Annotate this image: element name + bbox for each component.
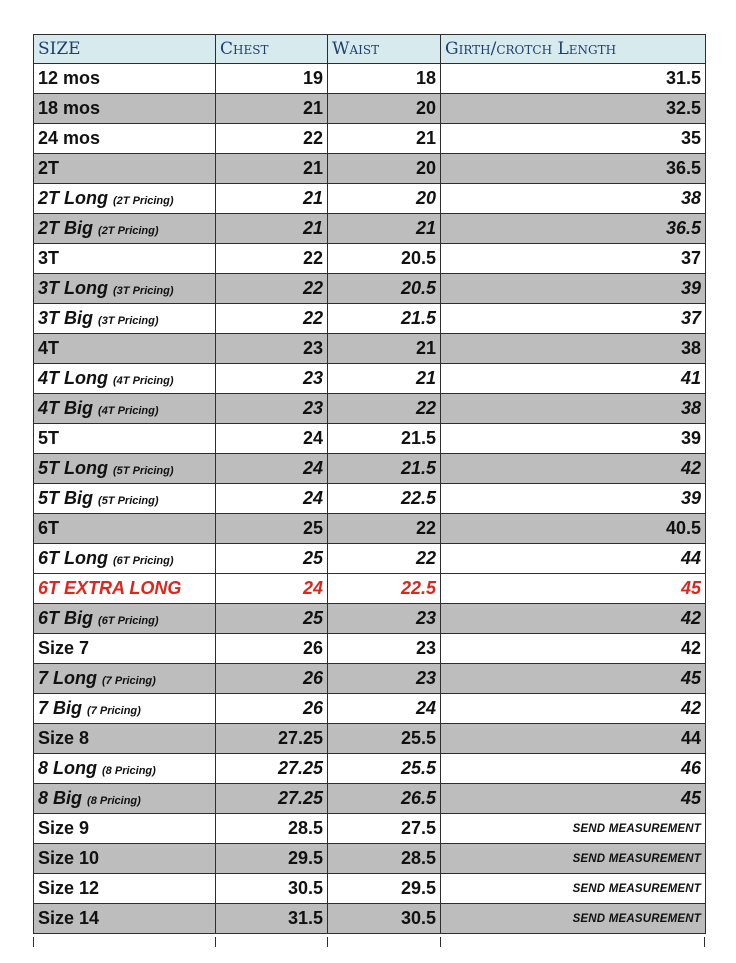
table-row bbox=[34, 394, 706, 424]
size-label: 6T EXTRA LONG bbox=[38, 578, 182, 598]
girth-cell: 37 bbox=[441, 244, 706, 274]
waist-cell: 22 bbox=[328, 394, 441, 424]
size-label: 6T bbox=[38, 518, 60, 538]
pricing-note: (3T Pricing) bbox=[113, 285, 174, 297]
chest-cell: 24 bbox=[216, 574, 328, 604]
waist-cell: 23 bbox=[328, 604, 441, 634]
size-label: 3T bbox=[38, 248, 60, 268]
size-cell bbox=[34, 274, 216, 304]
table-row bbox=[34, 634, 706, 664]
size-label: 3T Big bbox=[38, 308, 94, 328]
table-row bbox=[34, 184, 706, 214]
table-row bbox=[34, 94, 706, 124]
size-label: 2T bbox=[38, 158, 60, 178]
size-label: 4T Big bbox=[38, 398, 94, 418]
chest-cell: 24 bbox=[216, 424, 328, 454]
waist-cell: 21 bbox=[328, 124, 441, 154]
girth-cell: 36.5 bbox=[441, 154, 706, 184]
girth-cell: 42 bbox=[441, 694, 706, 724]
size-cell bbox=[34, 784, 216, 814]
chest-cell: 21 bbox=[216, 214, 328, 244]
girth-cell: 39 bbox=[441, 274, 706, 304]
table-row bbox=[34, 334, 706, 364]
chest-cell: 25 bbox=[216, 514, 328, 544]
pricing-note: (2T Pricing) bbox=[113, 195, 174, 207]
chest-cell: 25 bbox=[216, 604, 328, 634]
girth-cell: SEND MEASUREMENT bbox=[441, 844, 706, 874]
chest-cell: 24 bbox=[216, 484, 328, 514]
table-row bbox=[34, 874, 706, 904]
pricing-note: (6T Pricing) bbox=[98, 615, 159, 627]
table-row bbox=[34, 694, 706, 724]
size-chart bbox=[33, 34, 705, 934]
chest-cell: 23 bbox=[216, 364, 328, 394]
table-row bbox=[34, 664, 706, 694]
size-rows bbox=[34, 64, 706, 934]
size-cell bbox=[34, 424, 216, 454]
girth-cell: 45 bbox=[441, 664, 706, 694]
pricing-note: (2T Pricing) bbox=[98, 225, 159, 237]
table-row bbox=[34, 814, 706, 844]
size-label: 8 Big bbox=[38, 788, 83, 808]
table-row bbox=[34, 844, 706, 874]
table-row bbox=[34, 274, 706, 304]
size-cell bbox=[34, 184, 216, 214]
waist-cell: 28.5 bbox=[328, 844, 441, 874]
waist-cell: 21.5 bbox=[328, 304, 441, 334]
size-cell bbox=[34, 364, 216, 394]
chest-cell: 26 bbox=[216, 694, 328, 724]
table-row bbox=[34, 124, 706, 154]
size-label: 2T Long bbox=[38, 188, 108, 208]
size-label: Size 9 bbox=[38, 818, 90, 838]
size-label: 5T Big bbox=[38, 488, 94, 508]
waist-cell: 24 bbox=[328, 694, 441, 724]
waist-cell: 30.5 bbox=[328, 904, 441, 934]
grid-tail-line bbox=[704, 937, 705, 947]
table-row bbox=[34, 304, 706, 334]
girth-cell: 39 bbox=[441, 424, 706, 454]
table-row bbox=[34, 214, 706, 244]
size-label: 24 mos bbox=[38, 128, 101, 148]
waist-cell: 20.5 bbox=[328, 244, 441, 274]
girth-cell: 40.5 bbox=[441, 514, 706, 544]
girth-cell: SEND MEASUREMENT bbox=[441, 874, 706, 904]
size-cell bbox=[34, 664, 216, 694]
size-label: 12 mos bbox=[38, 68, 101, 88]
waist-cell: 21 bbox=[328, 334, 441, 364]
girth-cell: 44 bbox=[441, 724, 706, 754]
girth-cell: 41 bbox=[441, 364, 706, 394]
size-cell bbox=[34, 334, 216, 364]
size-cell bbox=[34, 94, 216, 124]
waist-cell: 25.5 bbox=[328, 724, 441, 754]
girth-cell: 35 bbox=[441, 124, 706, 154]
girth-cell: 38 bbox=[441, 184, 706, 214]
pricing-note: (4T Pricing) bbox=[98, 405, 159, 417]
waist-cell: 21 bbox=[328, 214, 441, 244]
chest-cell: 26 bbox=[216, 664, 328, 694]
waist-cell: 20 bbox=[328, 184, 441, 214]
chest-cell: 23 bbox=[216, 394, 328, 424]
table-row bbox=[34, 484, 706, 514]
header-chest: Chest bbox=[216, 35, 328, 64]
waist-cell: 25.5 bbox=[328, 754, 441, 784]
size-label: 4T Long bbox=[38, 368, 108, 388]
pricing-note: (5T Pricing) bbox=[113, 465, 174, 477]
table-row bbox=[34, 454, 706, 484]
size-label: 6T Long bbox=[38, 548, 108, 568]
header-size: SIZE bbox=[34, 35, 216, 64]
chest-cell: 27.25 bbox=[216, 754, 328, 784]
chest-cell: 24 bbox=[216, 454, 328, 484]
size-cell bbox=[34, 604, 216, 634]
pricing-note: (7 Pricing) bbox=[102, 675, 156, 687]
table-row bbox=[34, 574, 706, 604]
size-cell bbox=[34, 244, 216, 274]
size-cell bbox=[34, 214, 216, 244]
size-label: Size 7 bbox=[38, 638, 90, 658]
waist-cell: 22 bbox=[328, 544, 441, 574]
waist-cell: 23 bbox=[328, 664, 441, 694]
chest-cell: 31.5 bbox=[216, 904, 328, 934]
pricing-note: (7 Pricing) bbox=[87, 705, 141, 717]
size-label: 3T Long bbox=[38, 278, 108, 298]
table-row bbox=[34, 544, 706, 574]
grid-tail-line bbox=[215, 937, 216, 947]
size-label: 4T bbox=[38, 338, 60, 358]
chest-cell: 28.5 bbox=[216, 814, 328, 844]
chest-cell: 21 bbox=[216, 184, 328, 214]
table-row bbox=[34, 154, 706, 184]
chest-cell: 30.5 bbox=[216, 874, 328, 904]
table-row bbox=[34, 64, 706, 94]
girth-cell: 38 bbox=[441, 334, 706, 364]
size-cell bbox=[34, 484, 216, 514]
girth-cell: 32.5 bbox=[441, 94, 706, 124]
size-cell bbox=[34, 844, 216, 874]
table-row bbox=[34, 754, 706, 784]
size-cell bbox=[34, 124, 216, 154]
pricing-note: (6T Pricing) bbox=[113, 555, 174, 567]
waist-cell: 29.5 bbox=[328, 874, 441, 904]
size-label: 7 Long bbox=[38, 668, 97, 688]
size-cell bbox=[34, 514, 216, 544]
girth-cell: 42 bbox=[441, 454, 706, 484]
size-label: 7 Big bbox=[38, 698, 83, 718]
size-cell bbox=[34, 454, 216, 484]
grid-tail-line bbox=[327, 937, 328, 947]
size-cell bbox=[34, 814, 216, 844]
waist-cell: 20.5 bbox=[328, 274, 441, 304]
size-cell bbox=[34, 754, 216, 784]
waist-cell: 20 bbox=[328, 94, 441, 124]
waist-cell: 22.5 bbox=[328, 574, 441, 604]
size-cell bbox=[34, 874, 216, 904]
table-row bbox=[34, 784, 706, 814]
waist-cell: 22.5 bbox=[328, 484, 441, 514]
table-row bbox=[34, 424, 706, 454]
table-row bbox=[34, 244, 706, 274]
waist-cell: 21.5 bbox=[328, 454, 441, 484]
size-cell bbox=[34, 394, 216, 424]
table-row bbox=[34, 364, 706, 394]
girth-cell: 42 bbox=[441, 604, 706, 634]
header-girth: Girth/crotch Length bbox=[441, 35, 706, 64]
grid-tail-line bbox=[33, 937, 34, 947]
size-label: Size 8 bbox=[38, 728, 90, 748]
chest-cell: 25 bbox=[216, 544, 328, 574]
size-cell bbox=[34, 574, 216, 604]
chest-cell: 27.25 bbox=[216, 784, 328, 814]
waist-cell: 27.5 bbox=[328, 814, 441, 844]
pricing-note: (5T Pricing) bbox=[98, 495, 159, 507]
pricing-note: (4T Pricing) bbox=[113, 375, 174, 387]
chest-cell: 23 bbox=[216, 334, 328, 364]
table-row bbox=[34, 514, 706, 544]
pricing-note: (8 Pricing) bbox=[102, 765, 156, 777]
header-row bbox=[34, 35, 706, 64]
pricing-note: (8 Pricing) bbox=[87, 795, 141, 807]
chest-cell: 22 bbox=[216, 274, 328, 304]
header-waist: Waist bbox=[328, 35, 441, 64]
girth-cell: 38 bbox=[441, 394, 706, 424]
pricing-note: (3T Pricing) bbox=[98, 315, 159, 327]
girth-cell: SEND MEASUREMENT bbox=[441, 904, 706, 934]
size-label: Size 14 bbox=[38, 908, 100, 928]
grid-tail-line bbox=[440, 937, 441, 947]
waist-cell: 21 bbox=[328, 364, 441, 394]
size-chart-table bbox=[33, 34, 706, 934]
size-cell bbox=[34, 64, 216, 94]
table-row bbox=[34, 604, 706, 634]
girth-cell: 46 bbox=[441, 754, 706, 784]
size-cell bbox=[34, 634, 216, 664]
size-label: 8 Long bbox=[38, 758, 97, 778]
chest-cell: 21 bbox=[216, 154, 328, 184]
size-cell bbox=[34, 544, 216, 574]
girth-cell: 44 bbox=[441, 544, 706, 574]
girth-cell: 39 bbox=[441, 484, 706, 514]
size-cell bbox=[34, 154, 216, 184]
waist-cell: 23 bbox=[328, 634, 441, 664]
chest-cell: 22 bbox=[216, 304, 328, 334]
girth-cell: SEND MEASUREMENT bbox=[441, 814, 706, 844]
chest-cell: 29.5 bbox=[216, 844, 328, 874]
waist-cell: 20 bbox=[328, 154, 441, 184]
size-label: 6T Big bbox=[38, 608, 94, 628]
girth-cell: 45 bbox=[441, 574, 706, 604]
size-label: 18 mos bbox=[38, 98, 101, 118]
size-label: 5T Long bbox=[38, 458, 108, 478]
size-label: Size 12 bbox=[38, 878, 100, 898]
size-label: 5T bbox=[38, 428, 60, 448]
size-label: Size 10 bbox=[38, 848, 100, 868]
waist-cell: 26.5 bbox=[328, 784, 441, 814]
chest-cell: 21 bbox=[216, 94, 328, 124]
size-cell bbox=[34, 304, 216, 334]
table-row bbox=[34, 904, 706, 934]
size-label: 2T Big bbox=[38, 218, 94, 238]
girth-cell: 36.5 bbox=[441, 214, 706, 244]
chest-cell: 19 bbox=[216, 64, 328, 94]
size-cell bbox=[34, 724, 216, 754]
girth-cell: 37 bbox=[441, 304, 706, 334]
chest-cell: 27.25 bbox=[216, 724, 328, 754]
size-cell bbox=[34, 904, 216, 934]
table-row bbox=[34, 724, 706, 754]
chest-cell: 22 bbox=[216, 244, 328, 274]
chest-cell: 26 bbox=[216, 634, 328, 664]
waist-cell: 21.5 bbox=[328, 424, 441, 454]
size-cell bbox=[34, 694, 216, 724]
girth-cell: 42 bbox=[441, 634, 706, 664]
waist-cell: 22 bbox=[328, 514, 441, 544]
chest-cell: 22 bbox=[216, 124, 328, 154]
waist-cell: 18 bbox=[328, 64, 441, 94]
girth-cell: 31.5 bbox=[441, 64, 706, 94]
girth-cell: 45 bbox=[441, 784, 706, 814]
